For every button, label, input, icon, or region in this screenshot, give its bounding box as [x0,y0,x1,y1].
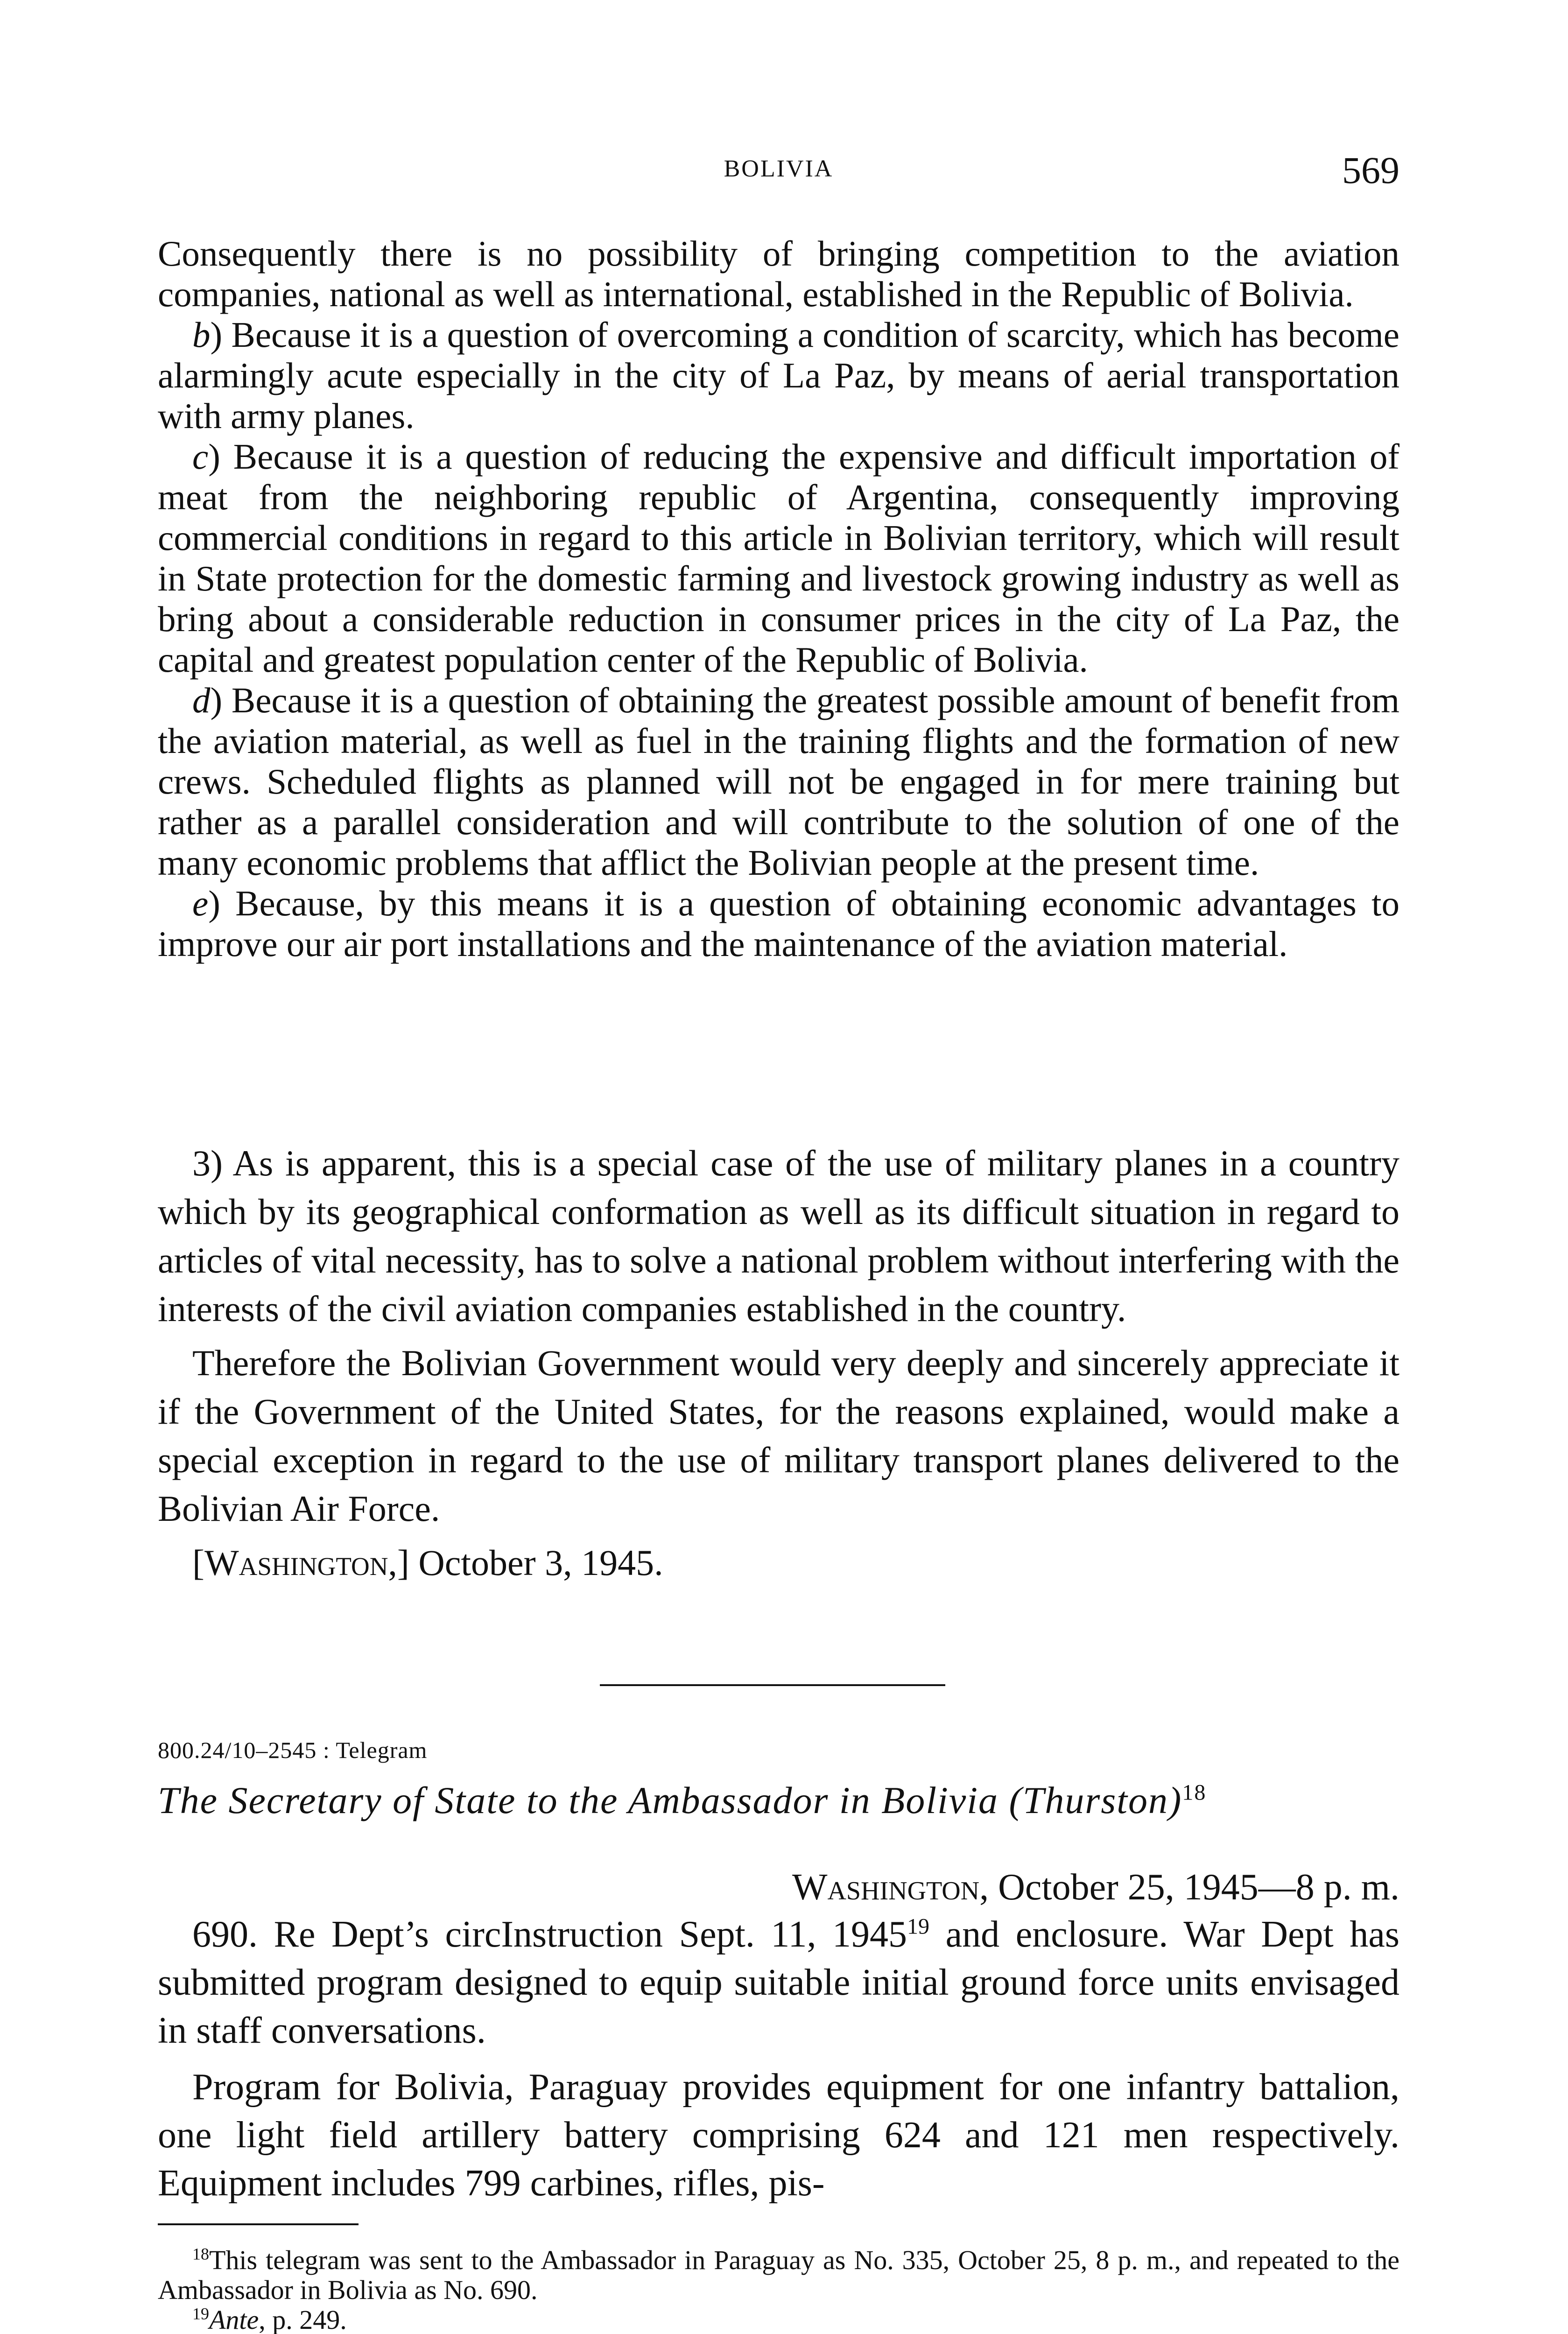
paragraph-b [158,315,1399,436]
paragraph-690 [158,1911,1399,2055]
item-text-c: ) Because it is a question of reducing the expensive and difficult importation of meat from the neighboring republic of Argentina, consequently improving commercial conditions in regard to this article in Bolivian territory, which will result in State protection for the domestic farming and livestock growing industry as well as bring about a considerable reduction in consumer prices in the city of La Paz, the capital and greatest population center of the Republic of Bolivia. [158,436,1399,680]
item-text-e: ) Because, by this means it is a question of obtaining economic advantages to improve our air port installations and the maintenance of the aviation material. [158,883,1399,964]
paragraph-690-end: and enclosure. War Dept has submitted program designed to equip suitable initial ground force units envisaged in staff conversations. [158,1914,1399,2051]
paragraph-690-start: 690. Re Dept’s circInstruction Sept. 11, 1945 [192,1914,907,1955]
paragraph-therefore: Therefore the Bolivian Government would very deeply and sincerely appreciate it if the Government of the United States, for the reasons explained, would make a special exception in regard to the use of military transport planes delivered to the Bolivian Air Force. [158,1343,1399,1529]
footnotes [158,2245,1399,2334]
page-number: 569 [1342,149,1399,191]
footnote-divider [158,2223,359,2225]
footnote-text-18: This telegram was sent to the Ambassador in Paraguay as No. 335, October 25, 8 p. m., and repeated to the Ambassador in Bolivia as No. 690. [158,2245,1399,2305]
paragraph-program: Program for Bolivia, Paraguay provides equipment for one infantry battalion, one light field artillery battery comprising 624 and 121 men respectively. Equipment includes 799 carbines, rifles, pis- [158,2067,1399,2204]
section-divider [600,1684,945,1686]
signoff-line [158,1539,1399,1587]
running-head [158,148,1399,195]
footnote-19 [158,2305,1399,2334]
file-reference: 800.24/10–2545 : Telegram [158,1737,428,1763]
running-title: BOLIVIA [724,155,834,182]
paragraph-special-case: 3) As is apparent, this is a special case of the use of military planes in a country which by its geographical conformation as well as its difficult situation in regard to articles of vital necessity, has to solve a national problem without interfering with the interests of the civil aviation companies established in the country. [158,1143,1399,1329]
document-title [158,1779,1399,1822]
dateline [792,1866,1399,1909]
paragraph-d [158,680,1399,883]
item-label-e: e [192,883,209,923]
continued-memorandum [158,233,1399,964]
item-label-d: d [192,680,211,720]
item-label-b: b [192,315,211,355]
footnote-text-19: , p. 249. [259,2305,347,2334]
signoff-place: [Washington,] [192,1542,409,1583]
telegram-body [158,1911,1399,2207]
footnote-18 [158,2245,1399,2305]
footnote-ref-18: 18 [1182,1780,1207,1805]
dateline-place: Washington, [792,1867,989,1908]
document-title-text: The Secretary of State to the Ambassador in Bolivia (Thurston) [158,1779,1182,1821]
footnote-ref-19: 19 [907,1914,930,1939]
paragraph-c [158,436,1399,680]
footnote-mark-19: 19 [192,2304,209,2323]
dateline-date: October 25, 1945—8 p. m. [998,1867,1399,1908]
paragraph-consequently: Consequently there is no possibility of bringing competition to the aviation companies, national as well as international, established in the Republic of Bolivia. [158,233,1399,314]
item-label-c: c [192,436,209,477]
footnote-ref-ante: Ante [209,2305,259,2334]
item-text-b: ) Because it is a question of overcoming a condition of scarcity, which has become alarmingly acute especially in the city of La Paz, by means of aerial transportation with army planes. [158,315,1399,436]
paragraph-e [158,883,1399,964]
footnote-mark-18: 18 [192,2244,209,2264]
item-text-d: ) Because it is a question of obtaining the greatest possible amount of benefit from the aviation material, as well as fuel in the training flights and the formation of new crews. Scheduled flights as planned will not be engaged in for mere training but rather as a parallel consideration and will contribute to the solution of one of the many economic problems that afflict the Bolivian people at the present time. [158,680,1399,883]
memorandum-conclusion [158,1139,1399,1587]
signoff-date: October 3, 1945. [418,1542,663,1583]
